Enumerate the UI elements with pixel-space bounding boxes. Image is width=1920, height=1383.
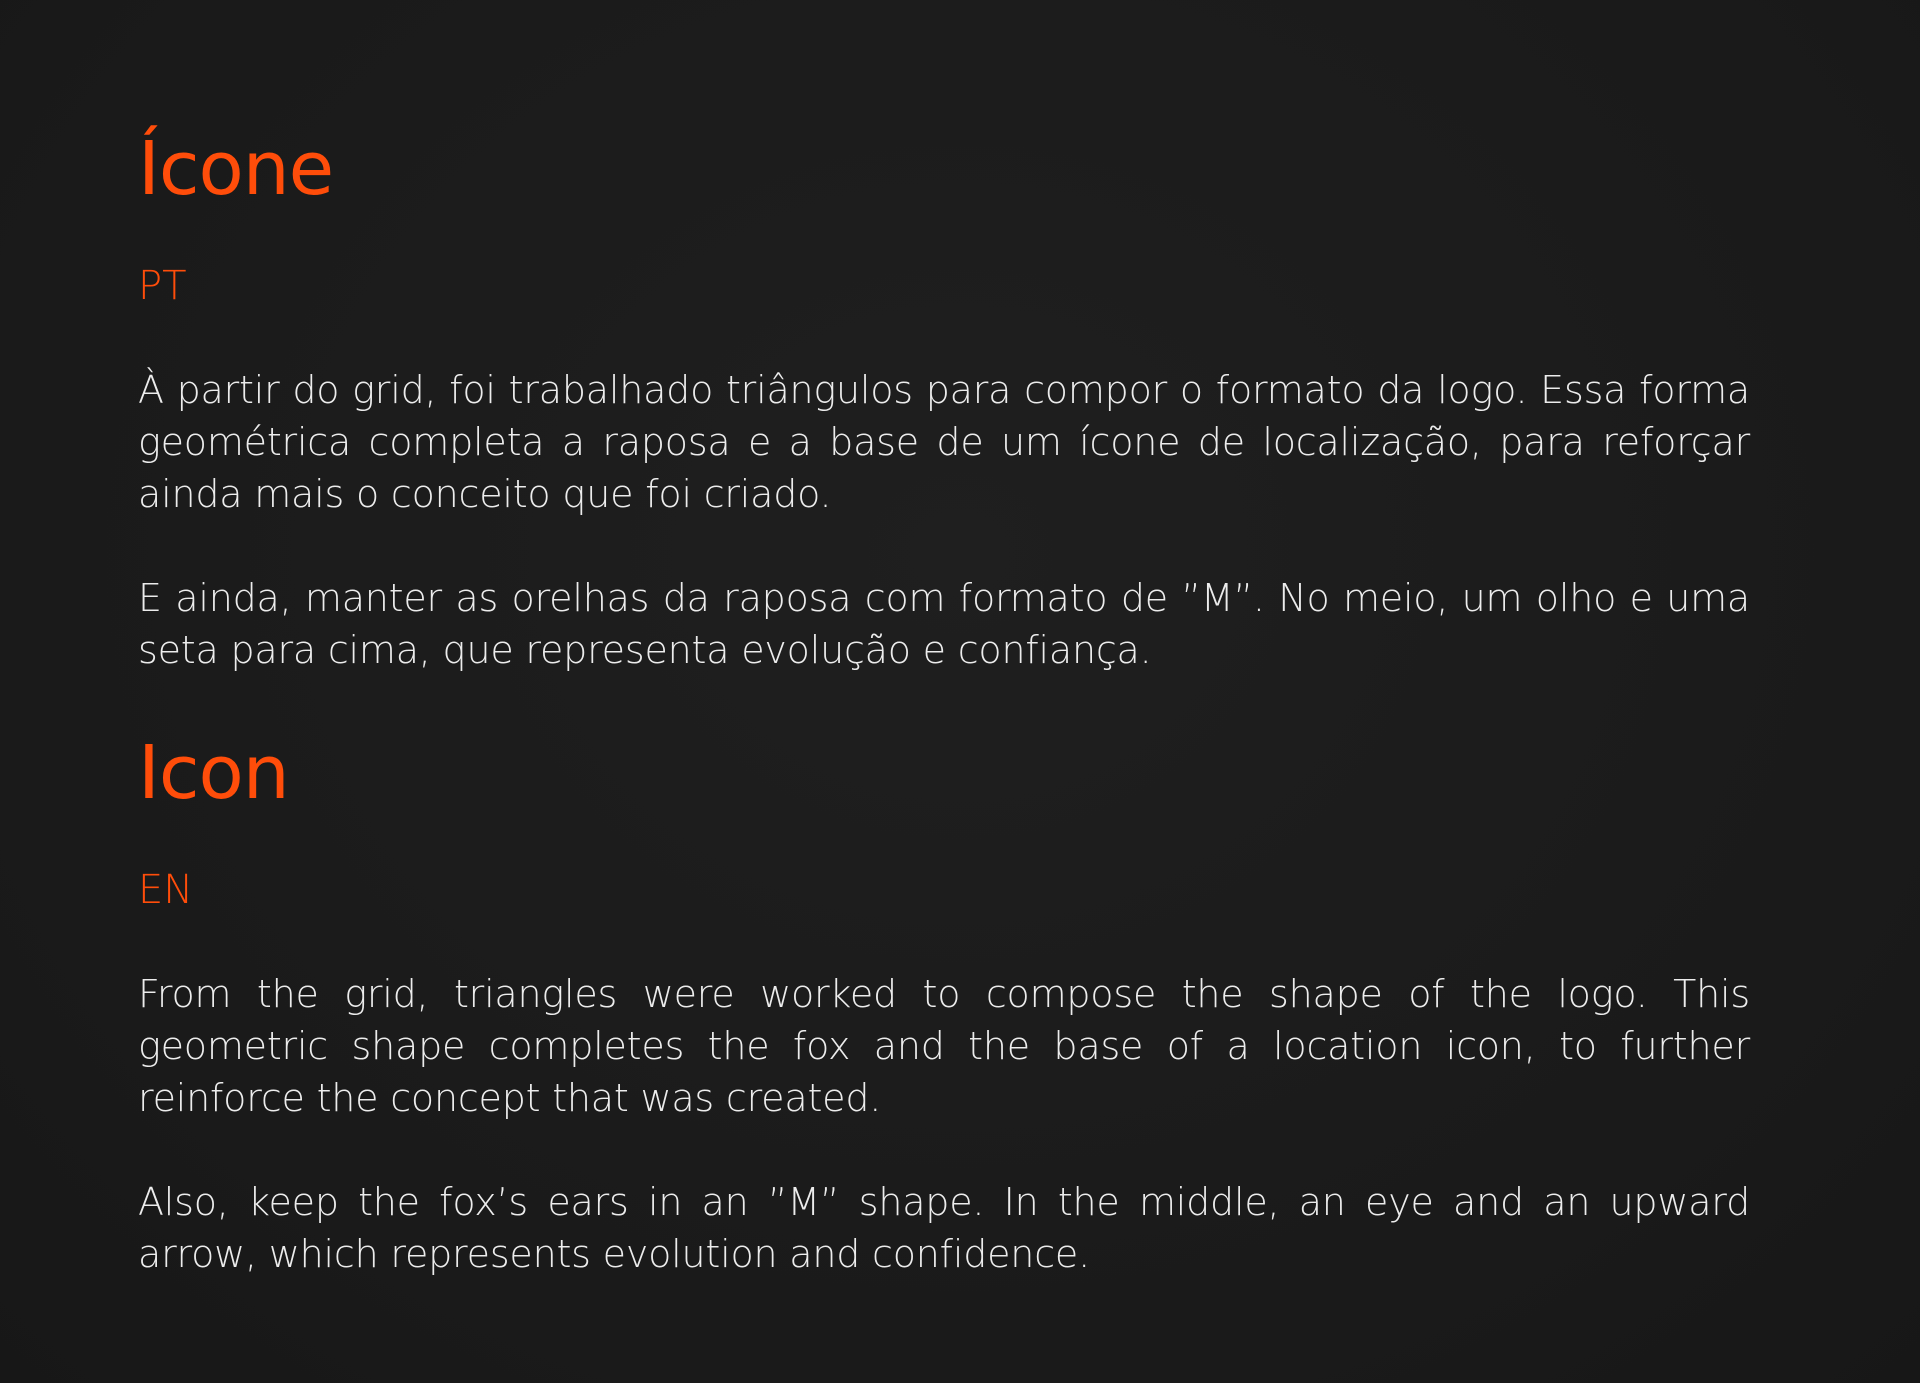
language-label-en: EN bbox=[138, 867, 194, 913]
paragraph-pt-1: À partir do grid, foi trabalhado triângulos para compor o formato da logo. Essa forma geométrica completa a raposa e a base de um ícone de localização, para reforçar ainda mais o conceito que foi criado. bbox=[138, 368, 1750, 516]
heading-en: Icon bbox=[138, 730, 289, 816]
language-label-pt: PT bbox=[138, 263, 187, 309]
paragraph-en-2: Also, keep the fox’s ears in an ”M” shape. In the middle, an eye and an upward arrow, which represents evolution and confidence. bbox=[138, 1180, 1750, 1276]
heading-pt: Ícone bbox=[138, 126, 334, 212]
paragraph-en-1: From the grid, triangles were worked to compose the shape of the logo. This geometric shape completes the fox and the base of a location icon, to further reinforce the concept that was created. bbox=[138, 972, 1750, 1120]
paragraph-pt-2: E ainda, manter as orelhas da raposa com formato de ”M”. No meio, um olho e uma seta para cima, que representa evolução e confiança. bbox=[138, 576, 1750, 672]
